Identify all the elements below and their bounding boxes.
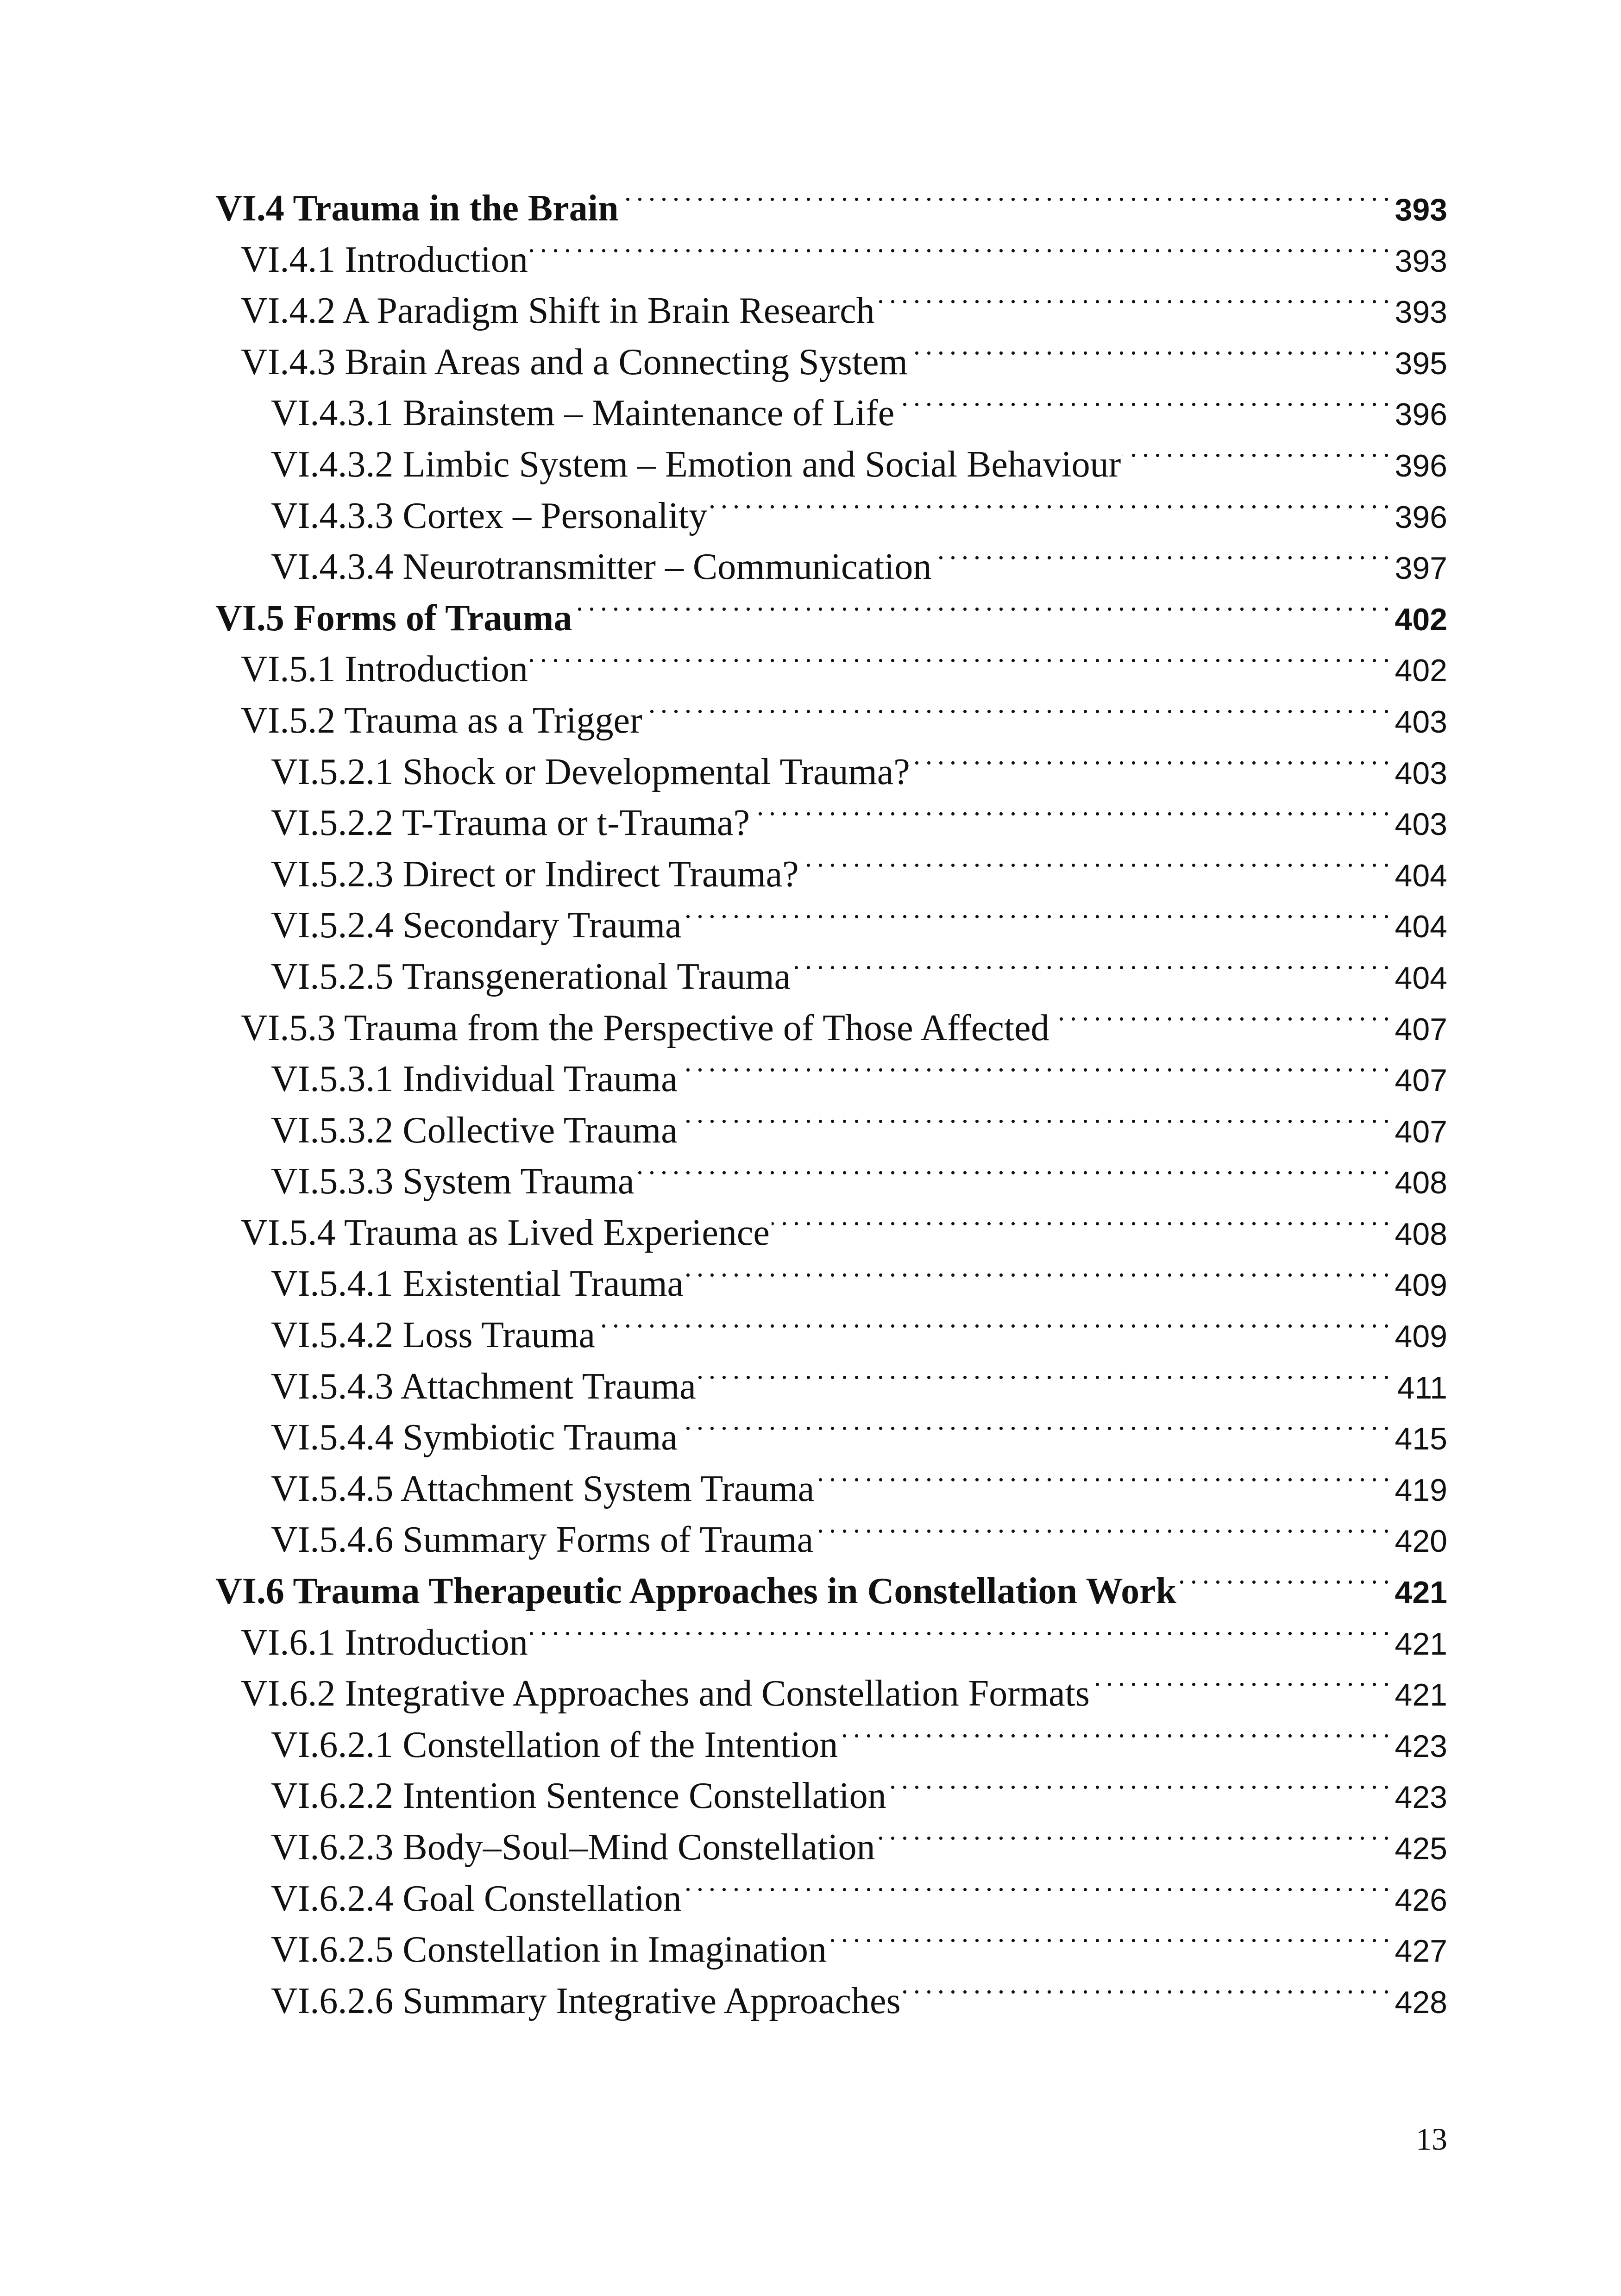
toc-entry-page: 419 [1395,1472,1447,1508]
toc-entry[interactable] [215,1924,1447,1976]
toc-entry-page: 407 [1395,1114,1447,1149]
toc-entry-page: 421 [1395,1626,1447,1662]
toc-entry-title: VI.5.4.1 Existential Trauma [271,1263,684,1305]
dot-leader [684,900,1389,937]
toc-entry[interactable] [215,1003,1447,1054]
toc-entry-title: VI.6.2.4 Goal Constellation [271,1878,682,1919]
dot-leader [829,1925,1389,1962]
toc-entry[interactable] [215,1822,1447,1873]
toc-entry-title: VI.4.2 A Paradigm Shift in Brain Research [241,290,875,332]
toc-entry-title: VI.5.4.5 Attachment System Trauma [271,1468,815,1509]
toc-entry-title: VI.5.4.4 Symbiotic Trauma [271,1417,678,1458]
toc-entry-page: 404 [1395,909,1447,945]
dot-leader [772,1208,1389,1245]
dot-leader [910,337,1389,374]
toc-entry-page: 409 [1395,1319,1447,1355]
toc-entry-title: VI.6.2 Integrative Approaches and Constellation Formats [241,1673,1090,1714]
toc-entry-page: 411 [1397,1370,1447,1405]
dot-leader [1051,1003,1389,1040]
dot-leader [679,1105,1389,1142]
toc-entry-title: VI.5.3.2 Collective Trauma [271,1110,678,1151]
toc-entry[interactable] [215,1258,1447,1310]
toc-entry[interactable] [215,695,1447,747]
toc-entry-page: 427 [1395,1933,1447,1969]
toc-entry-title: VI.5.4.3 Attachment Trauma [271,1366,696,1407]
toc-entry[interactable] [215,183,1447,234]
toc-entry-page: 423 [1395,1728,1447,1764]
dot-leader [903,1976,1389,2013]
dot-leader [679,1412,1389,1449]
dot-leader [709,491,1389,528]
toc-entry-title: VI.5.3.1 Individual Trauma [271,1059,678,1100]
dot-leader [530,1618,1389,1655]
dot-leader [752,798,1389,835]
toc-entry[interactable] [215,900,1447,951]
toc-entry[interactable] [215,1310,1447,1361]
toc-entry-title: VI.6.2.1 Constellation of the Intention [271,1724,838,1765]
dot-leader [636,1156,1389,1193]
toc-entry-title: VI.5.4.6 Summary Forms of Trauma [271,1519,814,1561]
toc-entry-title: VI.4 Trauma in the Brain [215,188,619,229]
dot-leader [792,952,1389,989]
toc-entry-page: 425 [1395,1831,1447,1866]
toc-entry-title: VI.5.2.1 Shock or Developmental Trauma? [271,751,910,792]
dot-leader [574,593,1389,630]
dot-leader [877,286,1389,323]
toc-entry-page: 408 [1395,1165,1447,1201]
toc-entry-page: 421 [1395,1677,1447,1713]
toc-entry-title: VI.6 Trauma Therapeutic Approaches in Constellation Work [215,1571,1177,1612]
toc-entry-page: 393 [1395,295,1447,330]
toc-entry-title: VI.5.3.3 System Trauma [271,1161,635,1202]
toc-entry-page: 428 [1395,1984,1447,2020]
toc-entry-title: VI.5.4.2 Loss Trauma [271,1315,596,1356]
dot-leader [840,1720,1389,1757]
dot-leader [816,1464,1389,1501]
toc-entry[interactable] [215,1105,1447,1156]
toc-entry[interactable] [215,285,1447,337]
toc-entry-page: 403 [1395,755,1447,791]
toc-entry-title: VI.4.3.3 Cortex – Personality [271,495,708,536]
toc-entry-page: 407 [1395,1011,1447,1047]
toc-entry-page: 426 [1395,1882,1447,1918]
toc-entry-page: 397 [1395,551,1447,586]
toc-entry-title: VI.5 Forms of Trauma [215,597,572,639]
toc-entry-title: VI.4.1 Introduction [241,239,528,280]
toc-entry-page: 423 [1395,1780,1447,1815]
toc-entry[interactable] [215,1873,1447,1925]
dot-leader [684,1874,1389,1911]
dot-leader [1092,1669,1389,1706]
toc-entry[interactable] [215,593,1447,644]
toc-entry[interactable] [215,849,1447,900]
toc-entry-page: 403 [1395,704,1447,740]
toc-entry[interactable] [215,747,1447,798]
toc-entry-page: 396 [1395,397,1447,433]
toc-entry[interactable] [215,1719,1447,1771]
toc-entry-page: 395 [1395,345,1447,381]
toc-entry-title: VI.5.4 Trauma as Lived Experience [241,1212,770,1253]
toc-entry[interactable] [215,1566,1447,1617]
toc-entry-title: VI.4.3.1 Brainstem – Maintenance of Life [271,393,895,434]
dot-leader [888,1771,1389,1808]
dot-leader [912,747,1389,784]
toc-entry-title: VI.5.2.4 Secondary Trauma [271,905,682,946]
toc-entry[interactable] [215,797,1447,849]
toc-entry[interactable] [215,1976,1447,2027]
dot-leader [815,1515,1389,1552]
toc-entry-title: VI.4.3.4 Neurotransmitter – Communication [271,546,932,588]
toc-entry[interactable] [215,951,1447,1003]
dot-leader [597,1310,1389,1347]
toc-entry-title: VI.6.2.6 Summary Integrative Approaches [271,1980,901,2021]
toc-entry-title: VI.5.2.3 Direct or Indirect Trauma? [271,853,799,895]
toc-entry[interactable] [215,1054,1447,1105]
page-number: 13 [1416,2121,1447,2157]
dot-leader [933,542,1389,579]
toc-entry[interactable] [215,1463,1447,1515]
toc-entry-page: 396 [1395,499,1447,535]
toc-entry-title: VI.5.2.5 Transgenerational Trauma [271,956,791,997]
toc-entry-page: 393 [1395,192,1447,227]
dot-leader [698,1361,1389,1399]
toc-entry-page: 421 [1395,1575,1447,1611]
toc-entry[interactable] [215,1668,1447,1719]
dot-leader [530,235,1389,272]
toc-entry-page: 396 [1395,448,1447,483]
dot-leader [530,644,1389,681]
toc-entry-page: 420 [1395,1524,1447,1559]
toc-entry-title: VI.6.1 Introduction [241,1622,528,1663]
toc-entry[interactable] [215,439,1447,490]
toc-entry-title: VI.5.3 Trauma from the Perspective of Those Affected [241,1007,1049,1048]
dot-leader [896,388,1389,425]
dot-leader [679,1054,1389,1091]
toc-entry[interactable] [215,490,1447,542]
table-of-contents [215,183,1447,2026]
toc-entry-title: VI.5.2.2 T-Trauma or t-Trauma? [271,803,750,844]
toc-entry[interactable] [215,234,1447,286]
toc-entry-title: VI.6.2.2 Intention Sentence Constellation [271,1775,886,1817]
toc-entry[interactable] [215,1156,1447,1207]
toc-entry[interactable] [215,1514,1447,1566]
dot-leader [644,696,1389,733]
toc-entry-title: VI.5.1 Introduction [241,649,528,690]
toc-entry-page: 404 [1395,960,1447,996]
toc-entry-page: 402 [1395,602,1447,637]
dot-leader [877,1822,1389,1859]
toc-entry[interactable] [215,541,1447,593]
toc-entry-page: 393 [1395,243,1447,279]
toc-entry-page: 402 [1395,653,1447,689]
toc-entry[interactable] [215,1770,1447,1822]
toc-entry-page: 404 [1395,858,1447,893]
toc-entry-title: VI.4.3 Brain Areas and a Connecting System [241,341,908,383]
toc-entry[interactable] [215,1361,1447,1412]
toc-entry-page: 407 [1395,1063,1447,1098]
toc-entry[interactable] [215,1207,1447,1259]
toc-entry-title: VI.4.3.2 Limbic System – Emotion and Social Behaviour [271,444,1121,485]
toc-entry[interactable] [215,1617,1447,1669]
toc-entry-page: 409 [1395,1267,1447,1303]
toc-entry-page: 408 [1395,1216,1447,1252]
toc-entry-page: 415 [1395,1421,1447,1457]
toc-entry[interactable] [215,337,1447,388]
toc-entry[interactable] [215,644,1447,695]
dot-leader [1123,439,1389,477]
dot-leader [801,849,1389,886]
dot-leader [620,183,1389,220]
dot-leader [685,1259,1389,1296]
toc-entry[interactable] [215,1412,1447,1463]
toc-entry-page: 403 [1395,807,1447,842]
dot-leader [1178,1566,1389,1603]
toc-entry[interactable] [215,388,1447,439]
toc-entry-title: VI.6.2.5 Constellation in Imagination [271,1929,827,1970]
toc-entry-title: VI.6.2.3 Body–Soul–Mind Constellation [271,1827,875,1868]
toc-entry-title: VI.5.2 Trauma as a Trigger [241,700,642,741]
